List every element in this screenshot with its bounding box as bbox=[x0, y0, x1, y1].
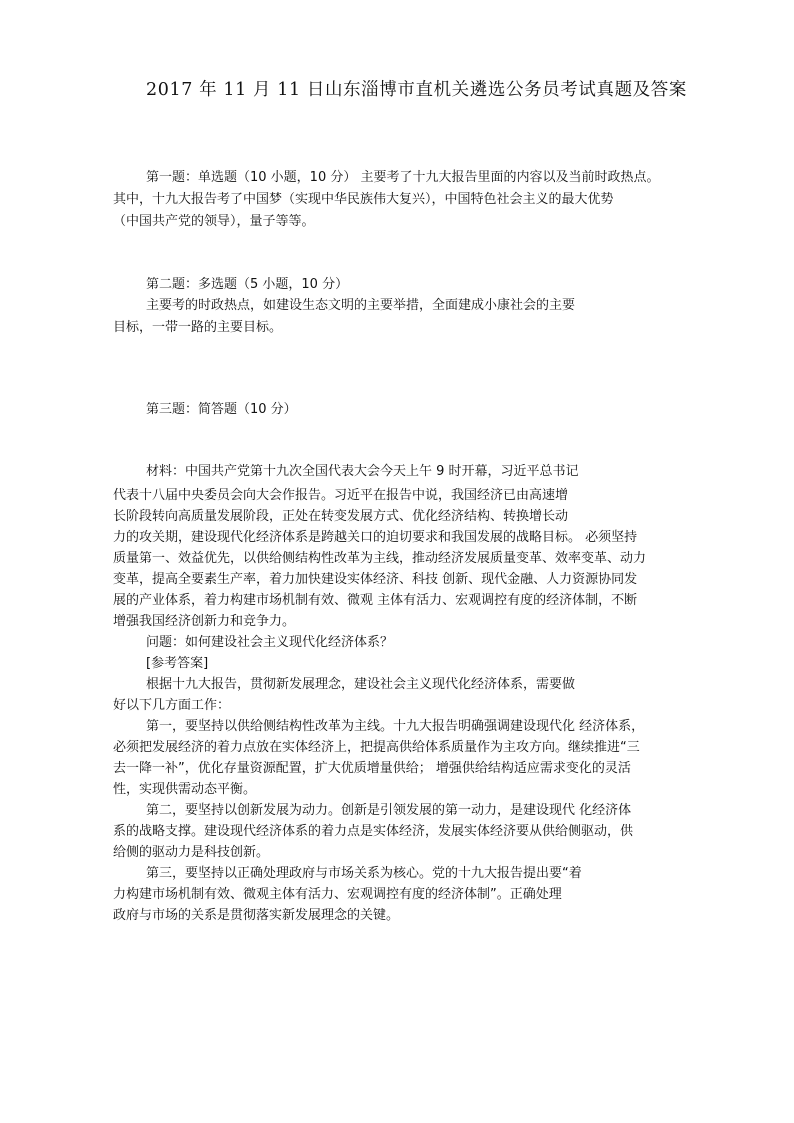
material-line: 展的产业体系，着力构建市场机制有效、微观 主体有活力、宏观调控有度的经济体制，不断 bbox=[113, 593, 638, 608]
answer-line: 系的战略支撑。建设现代经济体系的着力点是实体经济，发展实体经济要从供给侧驱动，供 bbox=[113, 824, 634, 839]
section2-line: 主要考的时政热点，如建设生态文明的主要举措，全面建成小康社会的主要 bbox=[146, 298, 576, 313]
answer-line: 给侧的驱动力是科技创新。 bbox=[113, 845, 270, 860]
section1-line: 其中，十九大报告考了中国梦（实现中华民族伟大复兴），中国特色社会主义的最大优势 bbox=[113, 192, 614, 207]
section3-heading: 第三题：简答题（10 分） bbox=[146, 402, 297, 417]
answer-line: 好以下几方面工作： bbox=[113, 698, 231, 713]
section1-line: 第一题：单选题（10 小题，10 分） 主要考了十九大报告里面的内容以及当前时政热点。 bbox=[146, 170, 660, 185]
answer-line: 第二，要坚持以创新发展为动力。创新是引领发展的第一动力，是建设现代 化经济体 bbox=[146, 803, 632, 818]
material-line: 质量第一、效益优先，以供给侧结构性改革为主线，推动经济发展质量变革、效率变革、动力 bbox=[113, 551, 647, 566]
material-line: 代表十八届中央委员会向大会作报告。习近平在报告中说，我国经济已由高速增 bbox=[113, 488, 569, 503]
answer-line: 性，实现供需动态平衡。 bbox=[113, 782, 257, 797]
material-line: 增强我国经济创新力和竞争力。 bbox=[113, 614, 296, 629]
section2-heading: 第二题：多选题（5 小题，10 分） bbox=[146, 277, 349, 292]
answer-line: 第三，要坚持以正确处理政府与市场关系为核心。党的十九大报告提出要“着 bbox=[146, 866, 582, 881]
section2-line: 目标，一带一路的主要目标。 bbox=[113, 320, 283, 335]
answer-line: 政府与市场的关系是贯彻落实新发展理念的关键。 bbox=[113, 908, 400, 923]
answer-line: 第一，要坚持以供给侧结构性改革为主线。十九大报告明确强调建设现代化 经济体系， bbox=[146, 719, 645, 734]
material-line: 长阶段转向高质量发展阶段，正处在转变发展方式、优化经济结构、转换增长动 bbox=[113, 509, 569, 524]
section1-line: （中国共产党的领导），量子等等。 bbox=[113, 214, 315, 229]
answer-label: [参考答案] bbox=[146, 656, 209, 671]
question: 问题：如何建设社会主义现代化经济体系？ bbox=[146, 635, 394, 650]
answer-line: 力构建市场机制有效、微观主体有活力、宏观调控有度的经济体制”。正确处理 bbox=[113, 887, 562, 902]
material-line: 变革，提高全要素生产率，着力加快建设实体经济、科技 创新、现代金融、人力资源协同发 bbox=[113, 572, 638, 587]
answer-line: 根据十九大报告，贯彻新发展理念，建设社会主义现代化经济体系，需要做 bbox=[146, 677, 576, 692]
answer-line: 去一降一补”，优化存量资源配置，扩大优质增量供给； 增强供给结构适应需求变化的灵活 bbox=[113, 761, 631, 776]
answer-line: 必须把发展经济的着力点放在实体经济上，把提高供给体系质量作为主攻方向。继续推进“三 bbox=[113, 740, 640, 755]
document-title: 2017 年 11 月 11 日山东淄博市直机关遴选公务员考试真题及答案 bbox=[146, 80, 687, 100]
material-line: 力的攻关期，建设现代化经济体系是跨越关口的迫切要求和我国发展的战略目标。 必须坚持 bbox=[113, 530, 638, 545]
material-line: 材料：中国共产党第十九次全国代表大会今天上午 9 时开幕，习近平总书记 bbox=[146, 464, 579, 479]
